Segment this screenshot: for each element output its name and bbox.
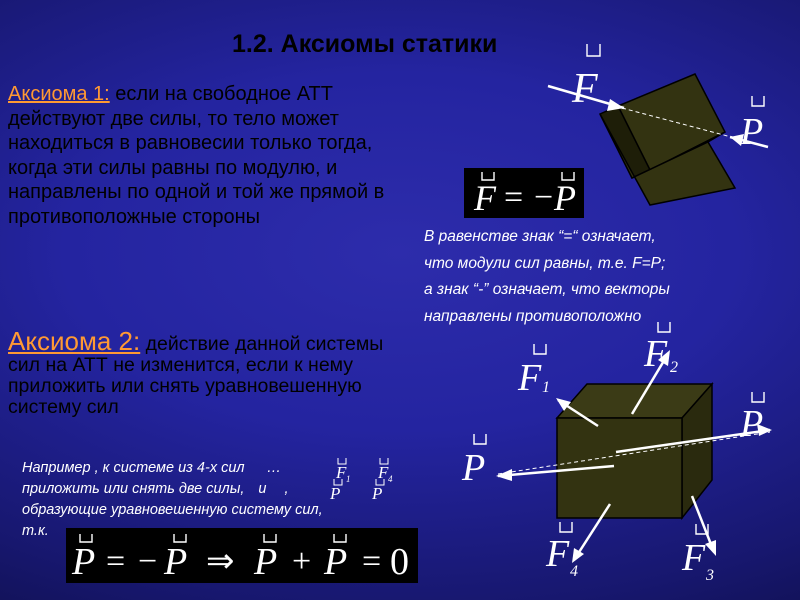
axiom-2-label: Аксиома 2: [8,326,141,356]
axiom-2-text: действие данной системы сил на АТТ не изменится, если к нему приложить или снять уравновешенную систему сил [8,333,384,418]
example-line-2: приложить или снять две силы, и , [22,481,289,497]
formula-2-p1: P [72,541,96,583]
formula-1-minus: − [534,179,554,216]
top-label-f: F [572,66,598,112]
formula-2-eq1: = [106,543,126,580]
example-line-1: Например , к системе из 4-х сил … [22,460,282,476]
formula-2-p3: P [254,541,278,583]
label-f1: F [518,357,542,399]
svg-text:4: 4 [388,474,393,484]
formula-2-zero: 0 [390,541,409,583]
note-line-3: а знак “-” означает, что векторы [424,281,670,298]
svg-text:1: 1 [346,474,351,484]
formula-2-p2: P [164,541,188,583]
example-line-3: образующие уравновешенную систему сил, [22,502,323,518]
svg-text:P: P [330,484,341,503]
top-cube [600,74,735,205]
example-line-4: т.к. [22,523,49,539]
formula-2-p4: P [324,541,348,583]
label-f2: F [644,333,668,375]
formula-1-rhs: P [554,178,576,218]
label-p-right: P [740,403,764,445]
bottom-cube [557,384,712,518]
formula-2-plus: + [292,543,312,580]
note-line-1: В равенстве знак “=“ означает, [424,228,656,245]
svg-text:P: P [372,484,383,503]
note-line-4: направлены противоположно [424,307,642,325]
axiom-1-label: Аксиома 1: [8,83,110,105]
axiom-1-text: если на свободное АТТ действуют две силы, то тело может находиться в равновесии только тогда, когда эти силы равны по модулю, и направлены по одной и той же прямой в противоположные стороны [8,83,385,228]
label-f4: F [546,533,570,575]
formula-1-lhs: F [474,178,496,218]
top-label-p: P [740,111,764,153]
slide-title: 1.2. Аксиомы статики [232,30,498,58]
label-f1-sub: 1 [542,379,550,396]
svg-text:F: F [378,463,389,482]
formula-1-eq: = [504,179,524,216]
label-f4-sub: 4 [570,563,578,580]
formula-2-eq2: = [362,543,382,580]
label-f3-sub: 3 [706,567,714,584]
label-f2-sub: 2 [670,359,678,376]
formula-2-arrow: ⇒ [206,543,235,580]
svg-text:F: F [336,463,347,482]
label-p-left: P [462,447,486,489]
formula-2-minus: − [138,543,158,580]
note-line-2: что модули сил равны, т.е. F=P; [424,254,666,272]
label-f3: F [682,537,706,579]
